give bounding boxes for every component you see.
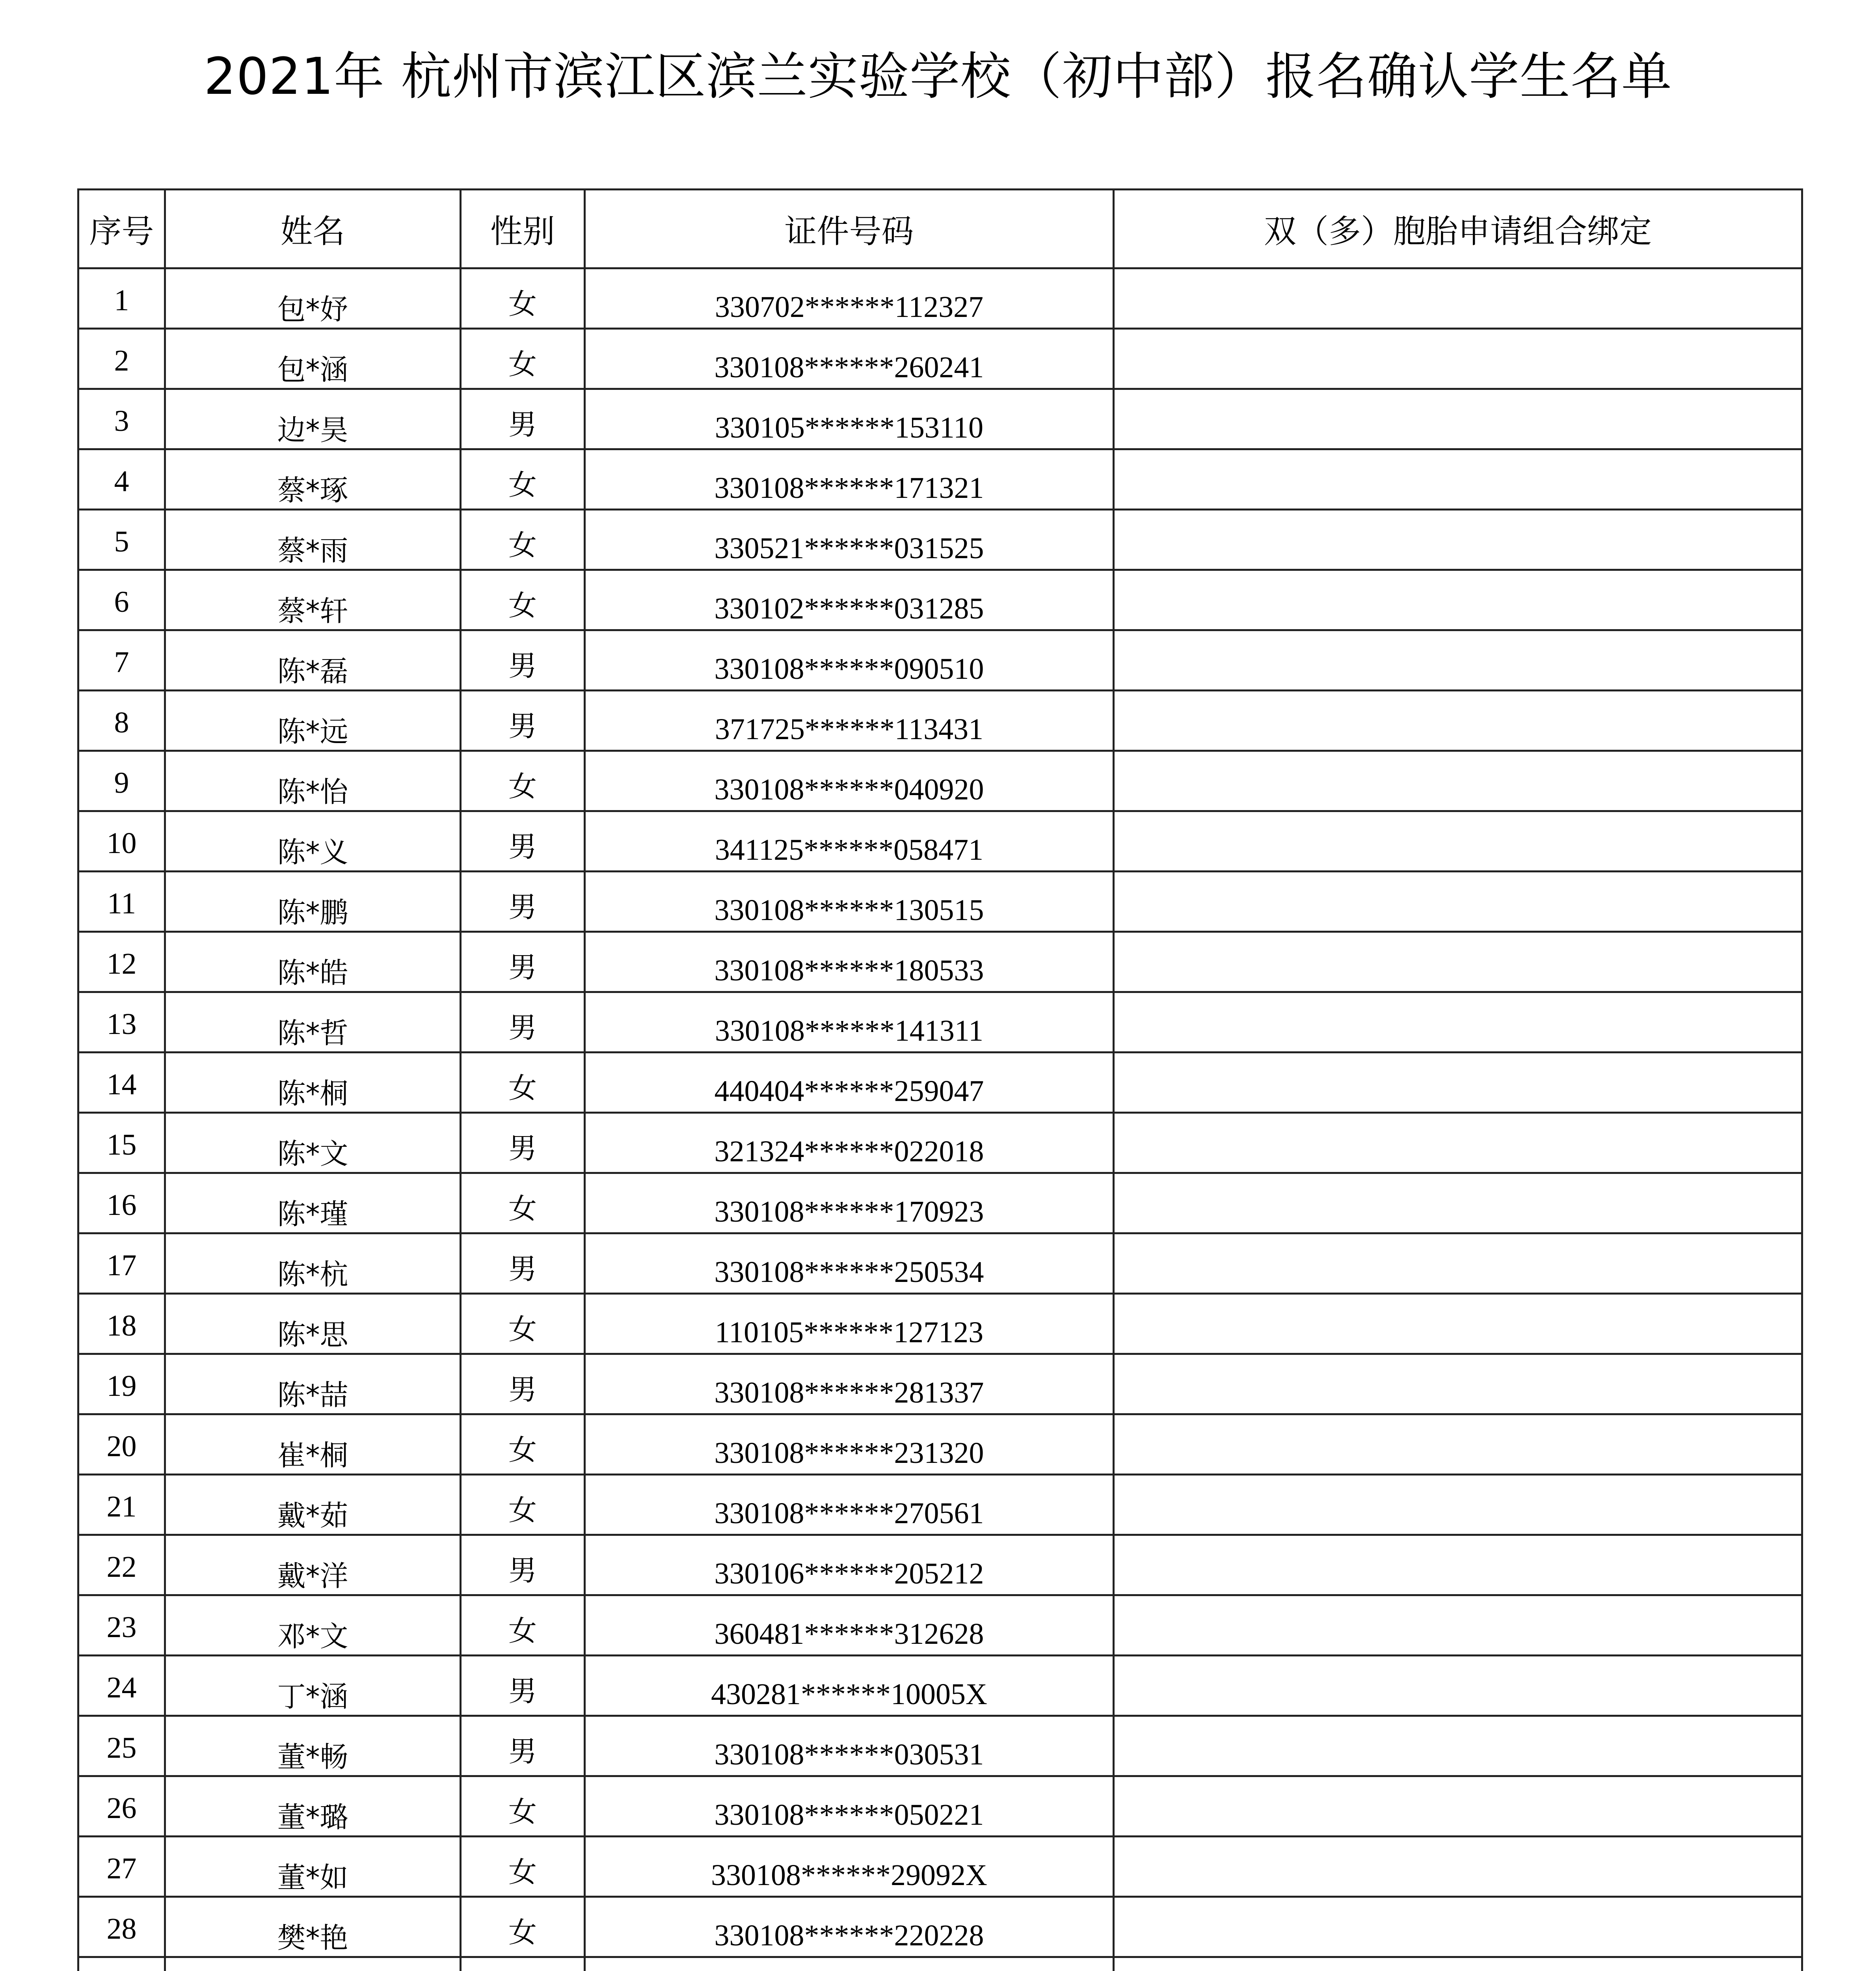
cell-id-number: 330108******030531	[585, 1716, 1114, 1776]
cell-twin-binding	[1114, 872, 1802, 932]
cell-name: 包*妤	[165, 268, 461, 329]
cell-name: 陈*皓	[165, 932, 461, 992]
cell-twin-binding	[1114, 1414, 1802, 1475]
cell-twin-binding	[1114, 751, 1802, 811]
header-gender: 性别	[461, 190, 585, 268]
cell-twin-binding	[1114, 1656, 1802, 1716]
student-table	[77, 188, 1803, 1971]
cell-name: 陈*思	[165, 1294, 461, 1354]
cell-id-number: 330108******231320	[585, 1414, 1114, 1475]
cell-id-number: 321324******022018	[585, 1113, 1114, 1173]
table-row	[78, 268, 1802, 329]
cell-id-number: 330108******170923	[585, 1173, 1114, 1233]
cell-seq: 17	[78, 1233, 165, 1294]
cell-id-number: 430281******10005X	[585, 1656, 1114, 1716]
cell-gender: 女	[461, 1173, 585, 1233]
table-header-row	[78, 190, 1802, 268]
cell-twin-binding	[1114, 691, 1802, 751]
cell-name: 董*璐	[165, 1776, 461, 1837]
cell-name: 崔*桐	[165, 1414, 461, 1475]
table-row	[78, 1656, 1802, 1716]
cell-gender: 女	[461, 1595, 585, 1656]
cell-gender: 男	[461, 872, 585, 932]
cell-name: 蔡*轩	[165, 570, 461, 630]
cell-twin-binding	[1114, 1837, 1802, 1897]
table-row	[78, 1897, 1802, 1957]
cell-gender: 女	[461, 1414, 585, 1475]
cell-twin-binding	[1114, 510, 1802, 570]
table-row	[78, 1354, 1802, 1414]
cell-twin-binding	[1114, 630, 1802, 691]
cell-twin-binding	[1114, 992, 1802, 1053]
cell-name: 董*畅	[165, 1716, 461, 1776]
header-id: 证件号码	[585, 190, 1114, 268]
cell-id-number: 330108******180533	[585, 932, 1114, 992]
table-row	[78, 1053, 1802, 1113]
table-row	[78, 449, 1802, 510]
table-row	[78, 1233, 1802, 1294]
cell-twin-binding	[1114, 1776, 1802, 1837]
cell-name: 陈*文	[165, 1113, 461, 1173]
cell-id-number: 330108******250534	[585, 1233, 1114, 1294]
cell-gender: 女	[461, 1053, 585, 1113]
cell-gender: 女	[461, 1475, 585, 1535]
cell-name: 邓*文	[165, 1595, 461, 1656]
cell-seq: 3	[78, 389, 165, 449]
table-body	[78, 268, 1802, 1971]
cell-name: 樊*艳	[165, 1897, 461, 1957]
cell-name: 戴*洋	[165, 1535, 461, 1595]
cell-gender: 男	[461, 1233, 585, 1294]
table-row	[78, 1595, 1802, 1656]
cell-gender: 女	[461, 510, 585, 570]
cell-name: 陈*桐	[165, 1053, 461, 1113]
cell-gender: 女	[461, 570, 585, 630]
cell-name: 陈*鹏	[165, 872, 461, 932]
table-row	[78, 992, 1802, 1053]
cell-name: 陈*杭	[165, 1233, 461, 1294]
cell-id-number: 330106******205212	[585, 1535, 1114, 1595]
cell-twin-binding	[1114, 1957, 1802, 1971]
cell-id-number: 330108******281337	[585, 1354, 1114, 1414]
cell-name: 董*如	[165, 1837, 461, 1897]
table-row	[78, 630, 1802, 691]
cell-gender: 男	[461, 389, 585, 449]
cell-twin-binding	[1114, 1716, 1802, 1776]
cell-twin-binding	[1114, 1595, 1802, 1656]
cell-id-number: 330102******031285	[585, 570, 1114, 630]
cell-seq: 8	[78, 691, 165, 751]
cell-gender: 男	[461, 992, 585, 1053]
cell-twin-binding	[1114, 1233, 1802, 1294]
cell-gender: 男	[461, 1656, 585, 1716]
cell-seq: 22	[78, 1535, 165, 1595]
cell-gender	[461, 1957, 585, 1971]
cell-seq: 9	[78, 751, 165, 811]
cell-twin-binding	[1114, 1173, 1802, 1233]
table-row	[78, 751, 1802, 811]
cell-twin-binding	[1114, 449, 1802, 510]
cell-twin-binding	[1114, 1475, 1802, 1535]
table-row	[78, 811, 1802, 872]
cell-name: 包*涵	[165, 329, 461, 389]
cell-id-number: 330105******153110	[585, 389, 1114, 449]
cell-name: 丁*涵	[165, 1656, 461, 1716]
cell-seq: 4	[78, 449, 165, 510]
cell-gender: 男	[461, 630, 585, 691]
cell-seq: 11	[78, 872, 165, 932]
cell-seq: 10	[78, 811, 165, 872]
cell-twin-binding	[1114, 268, 1802, 329]
cell-gender: 女	[461, 1897, 585, 1957]
page-title: 2021年 杭州市滨江区滨兰实验学校（初中部）报名确认学生名单	[204, 47, 1672, 106]
cell-seq: 23	[78, 1595, 165, 1656]
cell-twin-binding	[1114, 1113, 1802, 1173]
table-row	[78, 1837, 1802, 1897]
cell-name: 陈*怡	[165, 751, 461, 811]
cell-twin-binding	[1114, 1535, 1802, 1595]
cell-seq	[78, 1957, 165, 1971]
cell-twin-binding	[1114, 329, 1802, 389]
cell-seq: 28	[78, 1897, 165, 1957]
cell-gender: 男	[461, 1113, 585, 1173]
table-row	[78, 329, 1802, 389]
cell-twin-binding	[1114, 570, 1802, 630]
cell-name: 陈*磊	[165, 630, 461, 691]
cell-name: 戴*茹	[165, 1475, 461, 1535]
cell-seq: 27	[78, 1837, 165, 1897]
cell-name: 蔡*雨	[165, 510, 461, 570]
cell-gender: 男	[461, 691, 585, 751]
cell-id-number: 360481******312628	[585, 1595, 1114, 1656]
cell-seq: 25	[78, 1716, 165, 1776]
cell-id-number: 330108******090510	[585, 630, 1114, 691]
table-row	[78, 1113, 1802, 1173]
cell-id-number: 330108******29092X	[585, 1837, 1114, 1897]
cell-seq: 21	[78, 1475, 165, 1535]
cell-seq: 13	[78, 992, 165, 1053]
cell-id-number: 110105******127123	[585, 1294, 1114, 1354]
cell-id-number: 330108******040920	[585, 751, 1114, 811]
cell-id-number: 440404******259047	[585, 1053, 1114, 1113]
cell-seq: 6	[78, 570, 165, 630]
cell-gender: 女	[461, 1776, 585, 1837]
header-name: 姓名	[165, 190, 461, 268]
header-seq: 序号	[78, 190, 165, 268]
cell-twin-binding	[1114, 932, 1802, 992]
cell-id-number: 330108******050221	[585, 1776, 1114, 1837]
cell-twin-binding	[1114, 811, 1802, 872]
cell-gender: 女	[461, 751, 585, 811]
cell-id-number: 371725******113431	[585, 691, 1114, 751]
cell-seq: 26	[78, 1776, 165, 1837]
cell-twin-binding	[1114, 1294, 1802, 1354]
cell-name: 陈*瑾	[165, 1173, 461, 1233]
cell-gender: 女	[461, 268, 585, 329]
cell-twin-binding	[1114, 1897, 1802, 1957]
table-row	[78, 389, 1802, 449]
cell-twin-binding	[1114, 389, 1802, 449]
cell-name: 陈*远	[165, 691, 461, 751]
cell-id-number: 341125******058471	[585, 811, 1114, 872]
cell-id-number: 330108******220228	[585, 1897, 1114, 1957]
table-row	[78, 691, 1802, 751]
cell-seq: 19	[78, 1354, 165, 1414]
table-row	[78, 1716, 1802, 1776]
cell-id-number	[585, 1957, 1114, 1971]
cell-id-number: 330108******141311	[585, 992, 1114, 1053]
table-row	[78, 510, 1802, 570]
cell-id-number: 330108******171321	[585, 449, 1114, 510]
cell-seq: 18	[78, 1294, 165, 1354]
cell-seq: 15	[78, 1113, 165, 1173]
cell-seq: 7	[78, 630, 165, 691]
table-row	[78, 1776, 1802, 1837]
cell-gender: 男	[461, 1716, 585, 1776]
cell-seq: 14	[78, 1053, 165, 1113]
cell-name: 陈*喆	[165, 1354, 461, 1414]
cell-gender: 男	[461, 1354, 585, 1414]
cell-gender: 女	[461, 1837, 585, 1897]
cell-seq: 1	[78, 268, 165, 329]
cell-seq: 16	[78, 1173, 165, 1233]
cell-name: 陈*义	[165, 811, 461, 872]
cell-gender: 男	[461, 1535, 585, 1595]
cell-id-number: 330521******031525	[585, 510, 1114, 570]
table-row	[78, 570, 1802, 630]
cell-seq: 2	[78, 329, 165, 389]
cell-name: 陈*哲	[165, 992, 461, 1053]
table-row	[78, 1475, 1802, 1535]
table-row	[78, 1414, 1802, 1475]
cell-seq: 20	[78, 1414, 165, 1475]
cell-name: 边*昊	[165, 389, 461, 449]
cell-id-number: 330108******260241	[585, 329, 1114, 389]
header-twin: 双（多）胞胎申请组合绑定	[1114, 190, 1802, 268]
table-row	[78, 932, 1802, 992]
cell-gender: 女	[461, 449, 585, 510]
table-row	[78, 1535, 1802, 1595]
cell-name: 蔡*琢	[165, 449, 461, 510]
table-row	[78, 1173, 1802, 1233]
cell-twin-binding	[1114, 1053, 1802, 1113]
cell-id-number: 330108******270561	[585, 1475, 1114, 1535]
cell-name	[165, 1957, 461, 1971]
table-row	[78, 1294, 1802, 1354]
cell-id-number: 330702******112327	[585, 268, 1114, 329]
cell-id-number: 330108******130515	[585, 872, 1114, 932]
table-row	[78, 1957, 1802, 1971]
cell-seq: 5	[78, 510, 165, 570]
cell-seq: 12	[78, 932, 165, 992]
cell-gender: 女	[461, 329, 585, 389]
cell-gender: 女	[461, 1294, 585, 1354]
cell-twin-binding	[1114, 1354, 1802, 1414]
table-row	[78, 872, 1802, 932]
cell-seq: 24	[78, 1656, 165, 1716]
cell-gender: 男	[461, 811, 585, 872]
cell-gender: 男	[461, 932, 585, 992]
